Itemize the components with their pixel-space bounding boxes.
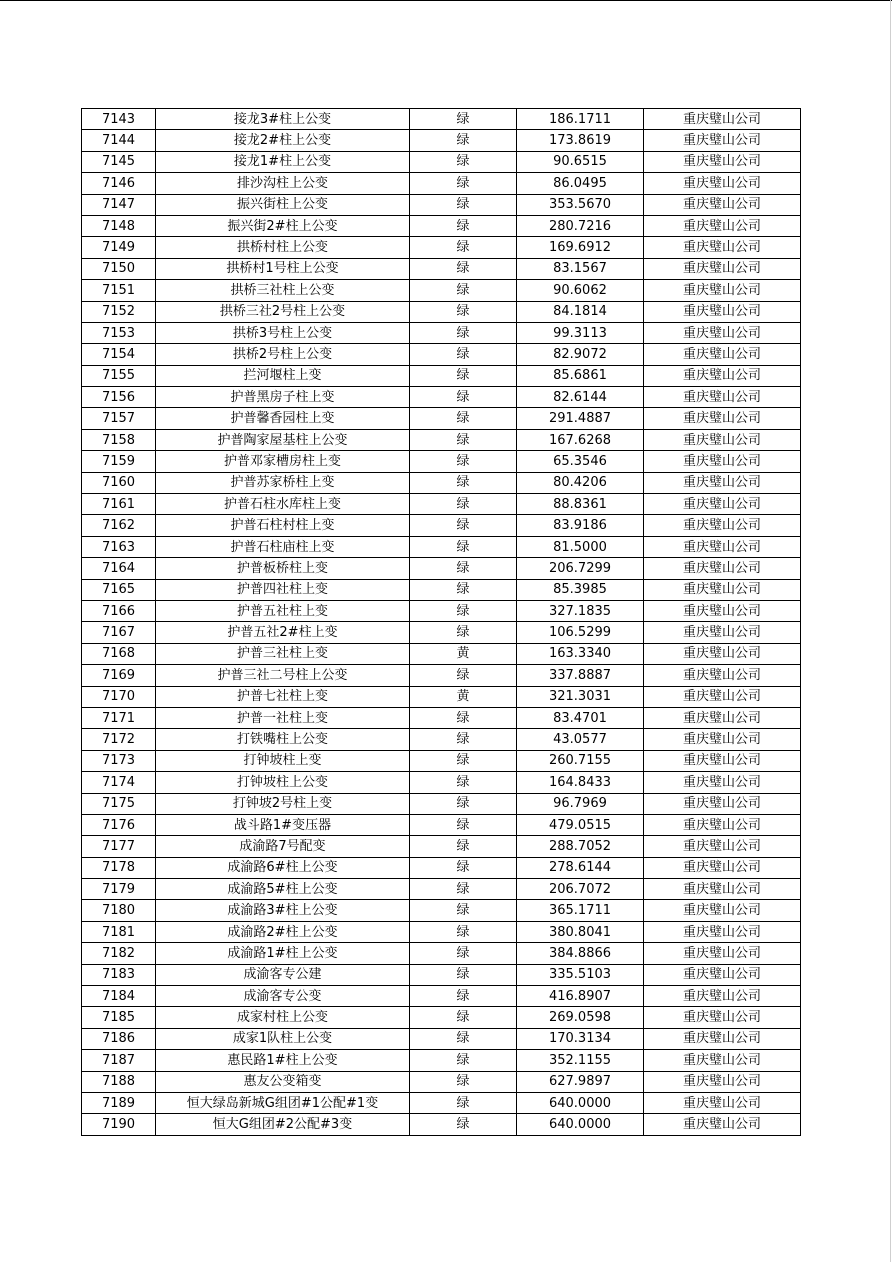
status-color-cell: 黄 xyxy=(410,643,517,664)
company-cell: 重庆璧山公司 xyxy=(644,344,801,365)
load-value-cell: 380.8041 xyxy=(517,921,644,942)
transformer-name-cell: 成家村柱上公变 xyxy=(156,1007,410,1028)
status-color-cell: 绿 xyxy=(410,515,517,536)
load-value-cell: 43.0577 xyxy=(517,729,644,750)
status-color-cell: 绿 xyxy=(410,237,517,258)
status-color-cell: 绿 xyxy=(410,387,517,408)
row-id-cell: 7160 xyxy=(82,472,156,493)
load-value-cell: 99.3113 xyxy=(517,322,644,343)
table-row xyxy=(82,600,801,621)
load-value-cell: 353.5670 xyxy=(517,194,644,215)
status-color-cell: 绿 xyxy=(410,301,517,322)
transformer-name-cell: 惠友公变箱变 xyxy=(156,1071,410,1092)
load-value-cell: 173.8619 xyxy=(517,130,644,151)
table-row xyxy=(82,1092,801,1113)
table-row xyxy=(82,750,801,771)
row-id-cell: 7150 xyxy=(82,258,156,279)
row-id-cell: 7158 xyxy=(82,429,156,450)
table-row xyxy=(82,643,801,664)
table-row xyxy=(82,1028,801,1049)
transformer-name-cell: 护普陶家屋基柱上公变 xyxy=(156,429,410,450)
load-value-cell: 384.8866 xyxy=(517,943,644,964)
load-value-cell: 88.8361 xyxy=(517,494,644,515)
row-id-cell: 7149 xyxy=(82,237,156,258)
status-color-cell: 绿 xyxy=(410,964,517,985)
transformer-name-cell: 成渝客专公变 xyxy=(156,986,410,1007)
transformer-name-cell: 护普板桥柱上变 xyxy=(156,558,410,579)
transformer-name-cell: 打钟坡柱上变 xyxy=(156,750,410,771)
transformer-name-cell: 护普四社柱上变 xyxy=(156,579,410,600)
row-id-cell: 7145 xyxy=(82,151,156,172)
transformer-name-cell: 振兴街柱上公变 xyxy=(156,194,410,215)
status-color-cell: 绿 xyxy=(410,729,517,750)
row-id-cell: 7172 xyxy=(82,729,156,750)
company-cell: 重庆璧山公司 xyxy=(644,579,801,600)
load-value-cell: 278.6144 xyxy=(517,857,644,878)
transformer-name-cell: 恒大G组团#2公配#3变 xyxy=(156,1114,410,1135)
transformer-name-cell: 成渝路2#柱上公变 xyxy=(156,921,410,942)
transformer-name-cell: 成渝路3#柱上公变 xyxy=(156,900,410,921)
company-cell: 重庆璧山公司 xyxy=(644,322,801,343)
status-color-cell: 绿 xyxy=(410,472,517,493)
company-cell: 重庆璧山公司 xyxy=(644,429,801,450)
transformer-name-cell: 护普馨香园柱上变 xyxy=(156,408,410,429)
transformer-name-cell: 护普三社二号柱上公变 xyxy=(156,665,410,686)
row-id-cell: 7159 xyxy=(82,451,156,472)
status-color-cell: 绿 xyxy=(410,130,517,151)
company-cell: 重庆璧山公司 xyxy=(644,194,801,215)
row-id-cell: 7153 xyxy=(82,322,156,343)
transformer-name-cell: 战斗路1#变压器 xyxy=(156,814,410,835)
transformer-name-cell: 成渝客专公建 xyxy=(156,964,410,985)
row-id-cell: 7176 xyxy=(82,814,156,835)
company-cell: 重庆璧山公司 xyxy=(644,707,801,728)
row-id-cell: 7183 xyxy=(82,964,156,985)
table-row xyxy=(82,814,801,835)
row-id-cell: 7179 xyxy=(82,879,156,900)
company-cell: 重庆璧山公司 xyxy=(644,1028,801,1049)
load-value-cell: 280.7216 xyxy=(517,215,644,236)
transformer-name-cell: 护普石柱村柱上变 xyxy=(156,515,410,536)
row-id-cell: 7171 xyxy=(82,707,156,728)
page-right-edge xyxy=(890,0,891,1262)
row-id-cell: 7169 xyxy=(82,665,156,686)
load-value-cell: 170.3134 xyxy=(517,1028,644,1049)
table-row xyxy=(82,857,801,878)
row-id-cell: 7143 xyxy=(82,109,156,130)
status-color-cell: 绿 xyxy=(410,836,517,857)
company-cell: 重庆璧山公司 xyxy=(644,280,801,301)
table-row xyxy=(82,130,801,151)
table-row xyxy=(82,665,801,686)
status-color-cell: 绿 xyxy=(410,194,517,215)
transformer-name-cell: 振兴街2#柱上公变 xyxy=(156,215,410,236)
table-row xyxy=(82,280,801,301)
transformer-name-cell: 拱桥3号柱上公变 xyxy=(156,322,410,343)
table-body xyxy=(82,109,801,1136)
company-cell: 重庆璧山公司 xyxy=(644,130,801,151)
status-color-cell: 绿 xyxy=(410,408,517,429)
table-row xyxy=(82,215,801,236)
table-row xyxy=(82,301,801,322)
table-row xyxy=(82,729,801,750)
company-cell: 重庆璧山公司 xyxy=(644,964,801,985)
row-id-cell: 7162 xyxy=(82,515,156,536)
load-value-cell: 86.0495 xyxy=(517,173,644,194)
table-row xyxy=(82,836,801,857)
table-row xyxy=(82,707,801,728)
company-cell: 重庆璧山公司 xyxy=(644,451,801,472)
row-id-cell: 7151 xyxy=(82,280,156,301)
status-color-cell: 绿 xyxy=(410,451,517,472)
transformer-name-cell: 打钟坡柱上公变 xyxy=(156,772,410,793)
company-cell: 重庆璧山公司 xyxy=(644,686,801,707)
transformer-name-cell: 护普黑房子柱上变 xyxy=(156,387,410,408)
transformer-name-cell: 护普一社柱上变 xyxy=(156,707,410,728)
company-cell: 重庆璧山公司 xyxy=(644,772,801,793)
status-color-cell: 绿 xyxy=(410,1114,517,1135)
status-color-cell: 绿 xyxy=(410,536,517,557)
company-cell: 重庆璧山公司 xyxy=(644,515,801,536)
row-id-cell: 7147 xyxy=(82,194,156,215)
table-row xyxy=(82,109,801,130)
company-cell: 重庆璧山公司 xyxy=(644,986,801,1007)
table-row xyxy=(82,322,801,343)
company-cell: 重庆璧山公司 xyxy=(644,301,801,322)
status-color-cell: 绿 xyxy=(410,986,517,1007)
company-cell: 重庆璧山公司 xyxy=(644,215,801,236)
transformer-name-cell: 护普七社柱上变 xyxy=(156,686,410,707)
table-row xyxy=(82,365,801,386)
row-id-cell: 7146 xyxy=(82,173,156,194)
status-color-cell: 绿 xyxy=(410,814,517,835)
status-color-cell: 绿 xyxy=(410,943,517,964)
row-id-cell: 7177 xyxy=(82,836,156,857)
status-color-cell: 绿 xyxy=(410,921,517,942)
company-cell: 重庆璧山公司 xyxy=(644,1050,801,1071)
load-value-cell: 106.5299 xyxy=(517,622,644,643)
transformer-load-table xyxy=(81,108,801,1136)
table-row xyxy=(82,1050,801,1071)
transformer-name-cell: 成渝路7号配变 xyxy=(156,836,410,857)
table-row xyxy=(82,237,801,258)
table-row xyxy=(82,622,801,643)
load-value-cell: 337.8887 xyxy=(517,665,644,686)
company-cell: 重庆璧山公司 xyxy=(644,836,801,857)
status-color-cell: 绿 xyxy=(410,1071,517,1092)
status-color-cell: 绿 xyxy=(410,857,517,878)
transformer-name-cell: 接龙3#柱上公变 xyxy=(156,109,410,130)
status-color-cell: 绿 xyxy=(410,558,517,579)
row-id-cell: 7157 xyxy=(82,408,156,429)
status-color-cell: 绿 xyxy=(410,879,517,900)
load-value-cell: 167.6268 xyxy=(517,429,644,450)
company-cell: 重庆璧山公司 xyxy=(644,814,801,835)
status-color-cell: 绿 xyxy=(410,258,517,279)
company-cell: 重庆璧山公司 xyxy=(644,472,801,493)
row-id-cell: 7163 xyxy=(82,536,156,557)
status-color-cell: 绿 xyxy=(410,429,517,450)
row-id-cell: 7188 xyxy=(82,1071,156,1092)
table-row xyxy=(82,536,801,557)
table-row xyxy=(82,258,801,279)
status-color-cell: 绿 xyxy=(410,579,517,600)
status-color-cell: 绿 xyxy=(410,1007,517,1028)
load-value-cell: 164.8433 xyxy=(517,772,644,793)
transformer-name-cell: 拦河堰柱上变 xyxy=(156,365,410,386)
table-row xyxy=(82,408,801,429)
table-row xyxy=(82,151,801,172)
status-color-cell: 黄 xyxy=(410,686,517,707)
table-row xyxy=(82,1114,801,1135)
row-id-cell: 7166 xyxy=(82,600,156,621)
company-cell: 重庆璧山公司 xyxy=(644,750,801,771)
company-cell: 重庆璧山公司 xyxy=(644,1114,801,1135)
load-value-cell: 84.1814 xyxy=(517,301,644,322)
company-cell: 重庆璧山公司 xyxy=(644,1007,801,1028)
status-color-cell: 绿 xyxy=(410,365,517,386)
status-color-cell: 绿 xyxy=(410,173,517,194)
load-value-cell: 269.0598 xyxy=(517,1007,644,1028)
row-id-cell: 7180 xyxy=(82,900,156,921)
row-id-cell: 7173 xyxy=(82,750,156,771)
company-cell: 重庆璧山公司 xyxy=(644,622,801,643)
load-value-cell: 206.7072 xyxy=(517,879,644,900)
row-id-cell: 7148 xyxy=(82,215,156,236)
load-value-cell: 90.6515 xyxy=(517,151,644,172)
table-row xyxy=(82,943,801,964)
table-row xyxy=(82,515,801,536)
load-value-cell: 327.1835 xyxy=(517,600,644,621)
row-id-cell: 7154 xyxy=(82,344,156,365)
status-color-cell: 绿 xyxy=(410,1028,517,1049)
transformer-name-cell: 接龙1#柱上公变 xyxy=(156,151,410,172)
transformer-name-cell: 恒大绿岛新城G组团#1公配#1变 xyxy=(156,1092,410,1113)
transformer-name-cell: 拱桥村1号柱上公变 xyxy=(156,258,410,279)
company-cell: 重庆璧山公司 xyxy=(644,408,801,429)
transformer-name-cell: 护普三社柱上变 xyxy=(156,643,410,664)
load-value-cell: 291.4887 xyxy=(517,408,644,429)
transformer-name-cell: 惠民路1#柱上公变 xyxy=(156,1050,410,1071)
company-cell: 重庆璧山公司 xyxy=(644,665,801,686)
row-id-cell: 7165 xyxy=(82,579,156,600)
status-color-cell: 绿 xyxy=(410,772,517,793)
load-value-cell: 640.0000 xyxy=(517,1114,644,1135)
company-cell: 重庆璧山公司 xyxy=(644,258,801,279)
table-row xyxy=(82,964,801,985)
load-value-cell: 479.0515 xyxy=(517,814,644,835)
load-value-cell: 83.1567 xyxy=(517,258,644,279)
status-color-cell: 绿 xyxy=(410,600,517,621)
load-value-cell: 260.7155 xyxy=(517,750,644,771)
company-cell: 重庆璧山公司 xyxy=(644,943,801,964)
load-value-cell: 335.5103 xyxy=(517,964,644,985)
load-value-cell: 85.3985 xyxy=(517,579,644,600)
status-color-cell: 绿 xyxy=(410,665,517,686)
row-id-cell: 7144 xyxy=(82,130,156,151)
row-id-cell: 7174 xyxy=(82,772,156,793)
company-cell: 重庆璧山公司 xyxy=(644,109,801,130)
transformer-name-cell: 护普石柱水库柱上变 xyxy=(156,494,410,515)
load-value-cell: 627.9897 xyxy=(517,1071,644,1092)
company-cell: 重庆璧山公司 xyxy=(644,558,801,579)
company-cell: 重庆璧山公司 xyxy=(644,729,801,750)
table-row xyxy=(82,1071,801,1092)
table-row xyxy=(82,579,801,600)
company-cell: 重庆璧山公司 xyxy=(644,921,801,942)
company-cell: 重庆璧山公司 xyxy=(644,857,801,878)
transformer-name-cell: 排沙沟柱上公变 xyxy=(156,173,410,194)
transformer-name-cell: 打钟坡2号柱上变 xyxy=(156,793,410,814)
load-value-cell: 365.1711 xyxy=(517,900,644,921)
table-row xyxy=(82,558,801,579)
status-color-cell: 绿 xyxy=(410,494,517,515)
row-id-cell: 7181 xyxy=(82,921,156,942)
load-value-cell: 640.0000 xyxy=(517,1092,644,1113)
transformer-name-cell: 打铁嘴柱上公变 xyxy=(156,729,410,750)
company-cell: 重庆璧山公司 xyxy=(644,494,801,515)
table-row xyxy=(82,173,801,194)
table-row xyxy=(82,194,801,215)
row-id-cell: 7184 xyxy=(82,986,156,1007)
table-row xyxy=(82,1007,801,1028)
row-id-cell: 7164 xyxy=(82,558,156,579)
transformer-name-cell: 护普五社2#柱上变 xyxy=(156,622,410,643)
row-id-cell: 7175 xyxy=(82,793,156,814)
status-color-cell: 绿 xyxy=(410,900,517,921)
status-color-cell: 绿 xyxy=(410,151,517,172)
load-value-cell: 85.6861 xyxy=(517,365,644,386)
load-value-cell: 96.7969 xyxy=(517,793,644,814)
row-id-cell: 7186 xyxy=(82,1028,156,1049)
company-cell: 重庆璧山公司 xyxy=(644,643,801,664)
load-value-cell: 80.4206 xyxy=(517,472,644,493)
load-value-cell: 169.6912 xyxy=(517,237,644,258)
status-color-cell: 绿 xyxy=(410,1050,517,1071)
load-value-cell: 90.6062 xyxy=(517,280,644,301)
row-id-cell: 7167 xyxy=(82,622,156,643)
load-value-cell: 163.3340 xyxy=(517,643,644,664)
row-id-cell: 7156 xyxy=(82,387,156,408)
transformer-name-cell: 拱桥三社2号柱上公变 xyxy=(156,301,410,322)
page-top-rule xyxy=(0,0,892,1)
transformer-name-cell: 拱桥三社柱上公变 xyxy=(156,280,410,301)
table-row xyxy=(82,986,801,1007)
load-value-cell: 65.3546 xyxy=(517,451,644,472)
table-row xyxy=(82,686,801,707)
table-row xyxy=(82,387,801,408)
company-cell: 重庆璧山公司 xyxy=(644,879,801,900)
row-id-cell: 7189 xyxy=(82,1092,156,1113)
row-id-cell: 7182 xyxy=(82,943,156,964)
status-color-cell: 绿 xyxy=(410,707,517,728)
status-color-cell: 绿 xyxy=(410,344,517,365)
row-id-cell: 7187 xyxy=(82,1050,156,1071)
row-id-cell: 7190 xyxy=(82,1114,156,1135)
status-color-cell: 绿 xyxy=(410,1092,517,1113)
company-cell: 重庆璧山公司 xyxy=(644,1092,801,1113)
status-color-cell: 绿 xyxy=(410,622,517,643)
load-value-cell: 82.9072 xyxy=(517,344,644,365)
company-cell: 重庆璧山公司 xyxy=(644,365,801,386)
load-value-cell: 416.8907 xyxy=(517,986,644,1007)
status-color-cell: 绿 xyxy=(410,750,517,771)
table-row xyxy=(82,900,801,921)
transformer-name-cell: 成渝路1#柱上公变 xyxy=(156,943,410,964)
load-value-cell: 82.6144 xyxy=(517,387,644,408)
company-cell: 重庆璧山公司 xyxy=(644,900,801,921)
status-color-cell: 绿 xyxy=(410,280,517,301)
load-value-cell: 288.7052 xyxy=(517,836,644,857)
transformer-name-cell: 拱桥2号柱上公变 xyxy=(156,344,410,365)
transformer-name-cell: 拱桥村柱上公变 xyxy=(156,237,410,258)
load-value-cell: 81.5000 xyxy=(517,536,644,557)
transformer-name-cell: 护普石柱庙柱上变 xyxy=(156,536,410,557)
company-cell: 重庆璧山公司 xyxy=(644,387,801,408)
status-color-cell: 绿 xyxy=(410,215,517,236)
status-color-cell: 绿 xyxy=(410,322,517,343)
company-cell: 重庆璧山公司 xyxy=(644,173,801,194)
row-id-cell: 7152 xyxy=(82,301,156,322)
row-id-cell: 7161 xyxy=(82,494,156,515)
table-row xyxy=(82,793,801,814)
table-row xyxy=(82,429,801,450)
company-cell: 重庆璧山公司 xyxy=(644,793,801,814)
company-cell: 重庆璧山公司 xyxy=(644,237,801,258)
company-cell: 重庆璧山公司 xyxy=(644,600,801,621)
table-row xyxy=(82,772,801,793)
load-value-cell: 83.9186 xyxy=(517,515,644,536)
load-value-cell: 352.1155 xyxy=(517,1050,644,1071)
load-value-cell: 186.1711 xyxy=(517,109,644,130)
load-value-cell: 206.7299 xyxy=(517,558,644,579)
transformer-name-cell: 成渝路6#柱上公变 xyxy=(156,857,410,878)
table-row xyxy=(82,879,801,900)
status-color-cell: 绿 xyxy=(410,109,517,130)
transformer-name-cell: 成家1队柱上公变 xyxy=(156,1028,410,1049)
transformer-name-cell: 护普五社柱上变 xyxy=(156,600,410,621)
transformer-name-cell: 护普邓家槽房柱上变 xyxy=(156,451,410,472)
company-cell: 重庆璧山公司 xyxy=(644,151,801,172)
status-color-cell: 绿 xyxy=(410,793,517,814)
transformer-name-cell: 成渝路5#柱上公变 xyxy=(156,879,410,900)
table-row xyxy=(82,451,801,472)
load-value-cell: 83.4701 xyxy=(517,707,644,728)
table-row xyxy=(82,921,801,942)
row-id-cell: 7155 xyxy=(82,365,156,386)
company-cell: 重庆璧山公司 xyxy=(644,536,801,557)
row-id-cell: 7185 xyxy=(82,1007,156,1028)
row-id-cell: 7178 xyxy=(82,857,156,878)
row-id-cell: 7168 xyxy=(82,643,156,664)
load-value-cell: 321.3031 xyxy=(517,686,644,707)
table-row xyxy=(82,344,801,365)
table-row xyxy=(82,472,801,493)
table-row xyxy=(82,494,801,515)
transformer-name-cell: 接龙2#柱上公变 xyxy=(156,130,410,151)
company-cell: 重庆璧山公司 xyxy=(644,1071,801,1092)
transformer-name-cell: 护普苏家桥柱上变 xyxy=(156,472,410,493)
row-id-cell: 7170 xyxy=(82,686,156,707)
